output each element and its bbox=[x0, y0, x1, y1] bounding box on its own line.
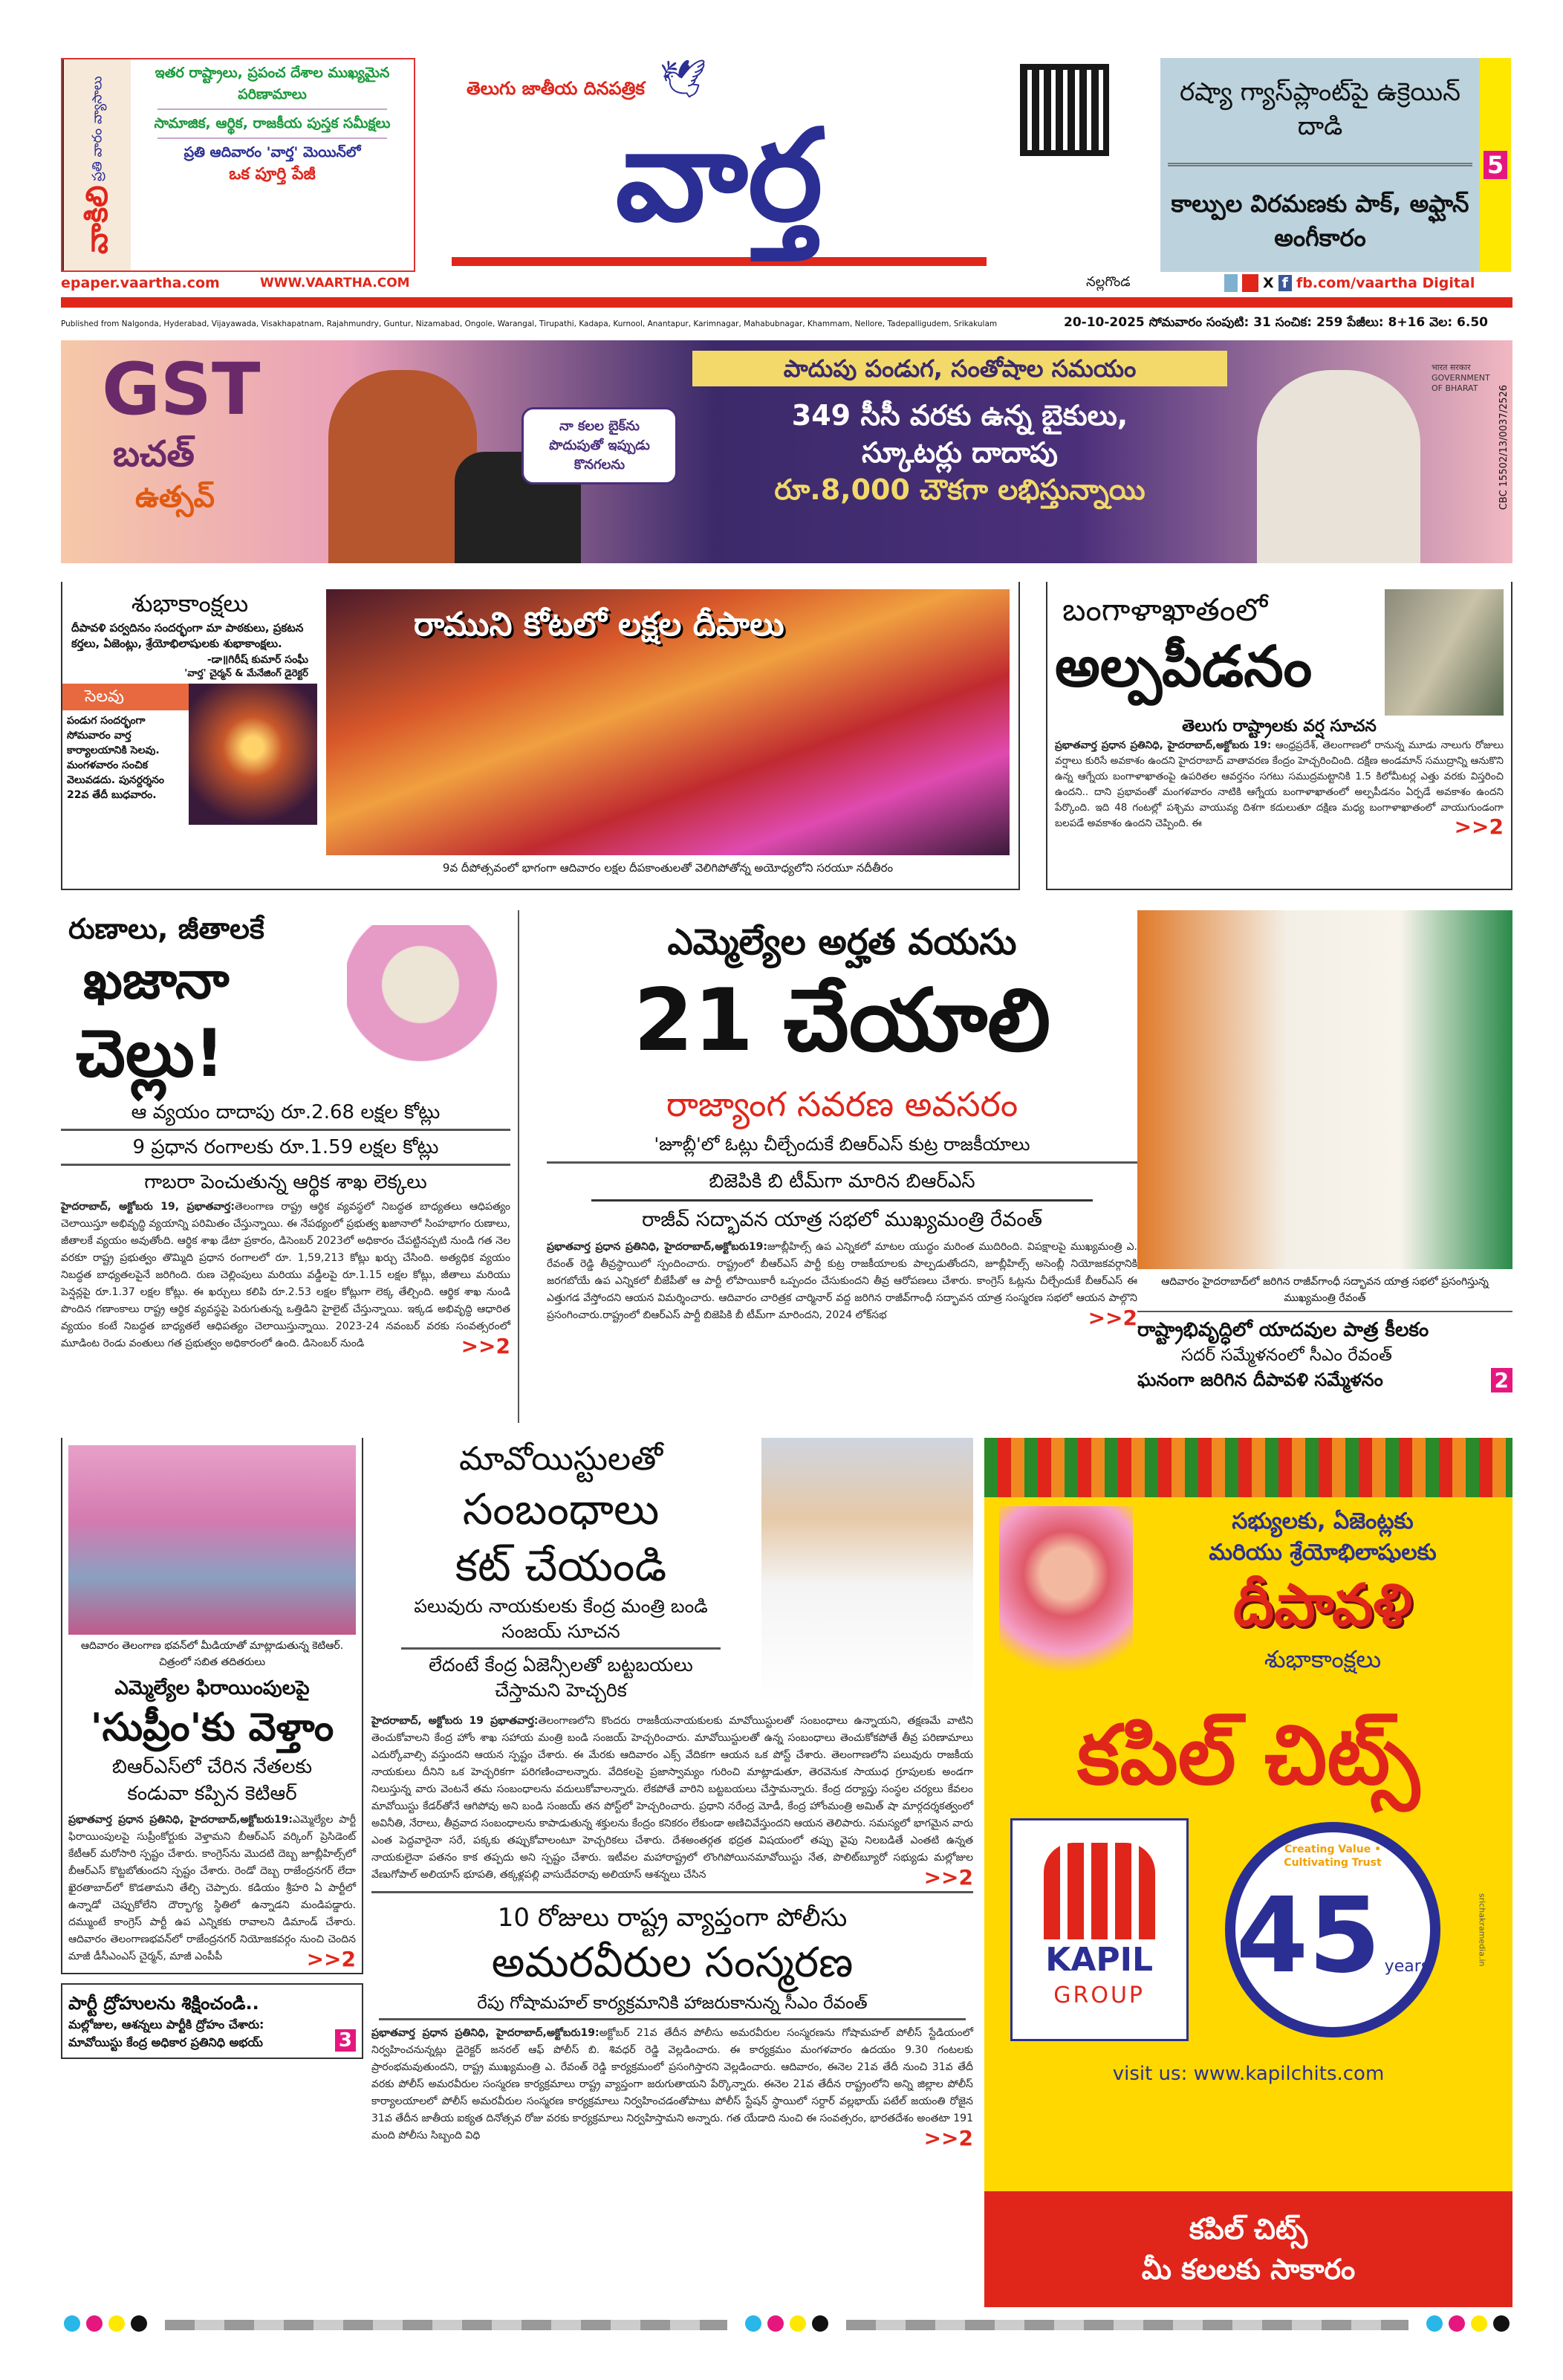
rain-photo bbox=[1385, 589, 1504, 716]
kapil-website-link[interactable]: visit us: www.kapilchits.com bbox=[1112, 2063, 1385, 2085]
dove-icon: 🕊 bbox=[659, 57, 707, 100]
money-bag-graphic bbox=[347, 925, 510, 1074]
continued-page-link[interactable]: >>2 bbox=[923, 1865, 973, 1890]
header bbox=[61, 58, 1512, 272]
issue-info: 20-10-2025 సోమవారం సంపుటి: 31 సంచిక: 259 పేజీలు: 8+16 వెల: 6.50 bbox=[1064, 315, 1488, 330]
lead-headline: 21 చేయాలి bbox=[633, 970, 1051, 1071]
holiday-label: సెలవు bbox=[62, 684, 189, 710]
header-rule bbox=[61, 297, 1512, 308]
promo-line: ప్రతి ఆదివారం 'వార్త' మెయిన్‌లో bbox=[183, 144, 361, 160]
promo-line: ఇతర రాష్ట్రాలు, ప్రపంచ దేశాల ముఖ్యమైన పరిణామాలు bbox=[155, 65, 390, 103]
side-headline: ఘనంగా జరిగిన దీపావళి సమ్మేళనం bbox=[1137, 1369, 1383, 1390]
continued-page-link[interactable]: >>2 bbox=[1088, 1306, 1137, 1330]
masthead-title: వార్త bbox=[615, 103, 823, 250]
speech-bubble: నా కలల బైక్‌ను పొదుపుతో ఇప్పుడు కొనగలను bbox=[521, 407, 677, 484]
photo-caption: ఆదివారం హైదరాబాద్‌లో జరిగిన రాజీవ్‌గాంధీ సద్భావన యాత్ర సభలో ప్రసంగిస్తున్న ముఖ్యమంత్రి రేవంత్ bbox=[1137, 1269, 1512, 1312]
vaakili-promo[interactable] bbox=[61, 58, 415, 272]
greetings-title: శుభాకాంక్షలు bbox=[131, 589, 249, 617]
tagline: తెలుగు జాతీయ దినపత్రిక bbox=[467, 78, 645, 99]
promo-highlight: ఒక పూర్తి పేజీ bbox=[229, 165, 316, 184]
ktr-story: ఆదివారం తెలంగాణ భవన్‌లో మీడియాతో మాట్లాడుతున్న కెటిఆర్. చిత్రంలో సబిత తదితరులు ఎమ్మెల్యేల ఫిరాయింపులపై 'సుప్రీం'కు వెళ్తాం బిఆర్ఎస్‌లో చేరిన నేతలకు కండువా కప్పిన కెటిఆర్ ప్రభాతవార్త ప్రధాన ప్రతినిధి, హైదరాబాద్,అక్టోబరు19:ఎమ్మెల్యేల పార్టీ ఫిరాయింపులపై సుప్రీంకోర్టుకు వెళ్తామని బీఆర్ఎస్ వర్కింగ్ ప్రెసిడెంట్ కేటీఆర్ మరోసారి స్పష్టం చేశారు. కాంగ్రెస్‌ను మొదటి దెబ్బ జూబ్లీహిల్స్‌లో బీఆర్ఎస్ కొట్టబోతుందని స్పష్టం చేశారు. రెండో దెబ్బ రాజేంద్రనగర్ లేదా ఖైరతాబాద్‌లో కొడతామని తేల్చి చెప్పారు. కడియం శ్రీహరి ఏ పార్టీలో ఉన్నాడో చెప్పుకోలేని దౌర్భాగ్య స్థితిలో ఉన్నాడని మండిపడ్డారు. దమ్ముంటే కాంగ్రెస్ పార్టీ ఉప ఎన్నికకు రావాలని డిమాండ్ చేశారు. ఆదివారం తెలంగాణభవన్‌లో రాజేంద్రనగర్ నియోజకవర్గం నుంచి చెందిన మాజీ డీసీఎంఎస్ చైర్మన్, మాజీ ఎంపీపీ >>2 bbox=[61, 1438, 363, 1974]
x-icon[interactable]: X bbox=[1263, 275, 1274, 291]
lead-kicker: ఎమ్మెల్యేల అర్హత వయసు bbox=[667, 921, 1017, 963]
weather-story: బంగాళాఖాతంలో అల్పపీడనం తెలుగు రాష్ట్రాలకు వర్ష సూచన ప్రభాతవార్త ప్రధాన ప్రతినిధి, హైదరాబాద్,అక్టోబరు 19: ఆంధ్రప్రదేశ్, తెలంగాణలో రానున్న మూడు నాలుగు రోజులు వర్షాలు కురిసే అవకాశం ఉందని హైదరాబాద్ వాతావరణ కేంద్రం హెచ్చరించింది. దక్షిణ అండమాన్ సముద్రాన్ని ఆనుకొని ఉన్న ఆగ్నేయ బంగాళాఖాతంపై ఉపరితల ఆవర్తనం సగటు సముద్రమట్టానికి 1.5 కిలోమీటర్ల ఎత్తు వరకు విస్తరించి ఉందని.. దాని ప్రభావంతో మంగళవారం నాటికి ఆగ్నేయ బంగాళాఖాతంలో అల్పపీడనం ఏర్పడే అవకాశం ఉందని పేర్కొంది. ఇది 48 గంటల్లో పశ్చిమ వాయువ్య దిశగా కదులుతూ దక్షిణ మధ్య బంగాళాఖాతంలో వాయుగుండంగా బలపడే అవకాశం ఉందని చెప్పింది. ఈ >>2 bbox=[1046, 582, 1512, 890]
qr-code[interactable] bbox=[1020, 64, 1109, 156]
bandi-sanjay-photo[interactable] bbox=[761, 1438, 973, 1705]
police-headline: అమరవీరుల సంస్మరణ bbox=[491, 1939, 854, 1987]
ayodhya-photo-story bbox=[317, 582, 1020, 890]
people-icon bbox=[1044, 1843, 1155, 1939]
pm-photo bbox=[1257, 370, 1420, 563]
brief-box[interactable]: పార్టీ ద్రోహులను శిక్షించండి.. మల్లోజుల, ఆశన్నలు పార్టీకి ద్రోహం చేశారు: మావోయిస్టు కేంద్ర అధికార ప్రతినిధి అభయ్ 3 bbox=[61, 1983, 363, 2059]
youtube-icon[interactable] bbox=[1242, 274, 1258, 292]
continued-page-link[interactable]: >>2 bbox=[306, 1947, 356, 1971]
police-story: 10 రోజులు రాష్ట్ర వ్యాప్తంగా పోలీసు అమరవీరుల సంస్మరణ రేపు గోషామహల్ కార్యక్రమానికి హాజరుకానున్న సీఎం రేవంత్ ప్రభాతవార్త ప్రధాన ప్రతినిధి, హైదరాబాద్,అక్టోబరు19:అక్టోబర్ 21వ తేదీన పోలీసు అమరవీరుల సంస్మరణను గోషామహల్ పోలీస్ స్టేడియంలో నిర్వహించనున్నట్లు డైరెక్టర్ జనరల్ ఆఫ్ పోలీస్ బి. శివధర్ రెడ్డి వెల్లడించారు. ఈ కార్యక్రమం మంగళవారం ఉదయం 9.30 గంటలకు ప్రారంభమవుతుందని, రాష్ట్ర ముఖ్యమంత్రి ఎ. రేవంత్ రెడ్డి కార్యక్రమంలో ప్రసంగిస్తారని వెల్లడించారు. ఆదివారం, ఈనెల 21వ తేదీ నుంచి 31వ తేదీ వరకు పోలీస్ అమరవీరుల సంస్మరణ కార్యక్రమాలు రాష్ట్ర వ్యాప్తంగా జరుగుతాయని పేర్కొన్నారు. ఈనెల 21వ తేదీన రాష్ట్రంలోని అన్ని జిల్లాల పోలీస్ కార్యాలయాలలో పోలీస్ అమరవీరుల సంస్మరణ కార్యక్రమాలు నిర్వహించడంతోపాటు పోలీస్ స్టేషన్ స్థాయిలో సర్దార్ వల్లభాయ్ పటేల్ జయంతి రోజైన 31వ తేదీన జాతీయ ఐక్యత దినోత్సవ రోజు వరకు కార్యక్రమాలు నిర్వహిస్తామని అన్నారు. గత యేడాది నుంచి ఈ సంవత్సరం, భారతదేశం అంతటా 191 మంది పోలీసు సిబ్బంది విధి >>2 bbox=[371, 1903, 974, 2150]
website-link[interactable]: WWW.VAARTHA.COM bbox=[260, 276, 410, 291]
page-number-badge: 3 bbox=[335, 2029, 356, 2052]
social-links[interactable] bbox=[1224, 274, 1475, 292]
epaper-link[interactable]: epaper.vaartha.com bbox=[61, 275, 220, 291]
teaser-headline: రష్యా గ్యాస్‌ప్లాంట్‌పై ఉక్రెయిన్ దాడి bbox=[1180, 77, 1460, 142]
revanth-photo[interactable] bbox=[1137, 910, 1512, 1269]
continued-page-link[interactable]: >>2 bbox=[1454, 814, 1504, 839]
edition-label: నల్లగొండ bbox=[1086, 273, 1131, 290]
sanjay-headline: కట్ చేయండి bbox=[455, 1540, 667, 1591]
continued-page-link[interactable]: >>2 bbox=[461, 1334, 510, 1358]
app-icon[interactable] bbox=[1224, 274, 1238, 292]
weather-headline: అల్పపీడనం bbox=[1055, 633, 1313, 699]
photo-caption: 9వ దీపోత్సవంలో భాగంగా ఆదివారం లక్షల దీపకాంతులతో వెలిగిపోతోన్న అయోధ్యలోని సరయూ నదీతీరం bbox=[442, 861, 894, 875]
kapil-logo: KAPIL GROUP bbox=[1010, 1818, 1189, 2041]
gov-emblem-text: भारत सरकार GOVERNMENT OF BHARAT bbox=[1432, 363, 1490, 393]
side-headline: రాష్ట్రాభివృద్ధిలో యాదవుల పాత్ర కీలకం bbox=[1137, 1319, 1429, 1341]
finance-story: రుణాలు, జీతాలకే ఖజానా చెల్లు! ఆ వ్యయం దాదాపు రూ.2.68 లక్షల కోట్లు 9 ప్రధాన రంగాలకు రూ.1.59 లక్షల కోట్లు గాబరా పెంచుతున్న ఆర్థిక శాఖ లెక్కలు హైదరాబాద్, అక్టోబరు 19, ప్రభాతవార్త:తెలంగాణ రాష్ట్ర ఆర్థిక వ్యవస్థలో నిబద్ధత బాధ్యతలు ఆధిపత్యం చెలాయిస్తూ అభివృద్ధి వ్యయాన్ని పరిమితం చేస్తున్నాయి. ఈ నేపథ్యంలో ప్రభుత్వ ఖజానాలో సింహభాగం రుణాలు, జీతాలకే వ్యయం అవుతోంది. ఆర్థిక శాఖ డేటా ప్రకారం, డిసెంబర్ 2023లో అధికారం చేపట్టినప్పటి నుండి గత నెల వరకూ రాష్ట్ర ప్రభుత్వం తొమ్మిది ప్రధాన రంగాలలో రూ. 1,59,213 కోట్లు ఖర్చు చేసింది. అత్యధిక వ్యయం నిబద్ధత బాధ్యతలపైనే జరిగింది. రుణ చెల్లింపులు మరియు వడ్డీలపై రూ.1.15 లక్షల కోట్లు, జీతాలు మరియు పెన్షన్లపై రూ.1.37 లక్షల కోట్లు. ఈ ఖర్చులు కలిపి రూ.2.53 లక్షల కోట్లుగా లెక్క తేల్చింది. ఆర్థిక శాఖ నుండి పొందిన గణాంకాలు రాష్ట్ర ఆర్థిక వ్యవస్థపై పెరుగుతున్న ఒత్తిడిని హైలైట్ చేస్తున్నాయి. ఇక్కడ అభివృద్ధి ఆధారిత వ్యయం కంటే నిబద్ధత బాధ్యతలే ఆధిపత్యం చెలాయిస్తున్నాయి. 2023-24 నవంబర్ వరకు సంవత్సరంలో మూడింట రెండు వంతులు గత ప్రభుత్వం అధికారంలో ఉంది. డిసెంబర్ నుండి >>2 bbox=[61, 910, 519, 1423]
promo-line: సామాజిక, ఆర్థిక, రాజకీయ పుస్తక సమీక్షలు bbox=[154, 115, 391, 132]
ayodhya-photo[interactable] bbox=[326, 589, 1010, 855]
published-from: Published from Nalgonda, Hyderabad, Vijayawada, Visakhapatnam, Rajahmundry, Guntur, Nizamabad, Ongole, Warangal, Tirupathi, Kadapa, Kurnool, Anantapur, Karimnagar, Mahabubnagar, Khammam, Nellore, Tadepalligudem, Srikakulam bbox=[61, 320, 998, 328]
lakshmi-image bbox=[999, 1506, 1133, 1699]
color-registration-marks bbox=[61, 2316, 1512, 2334]
anniversary-badge: Creating Value • Cultivating Trust 45 years bbox=[1225, 1822, 1440, 2037]
brief-headline: పార్టీ ద్రోహులను శిక్షించండి.. bbox=[68, 1993, 259, 2014]
facebook-handle[interactable]: fb.com/vaartha Digital bbox=[1296, 275, 1475, 291]
promo-vertical-title: వాకిలి ప్రతి వారం వ్యాసాలు bbox=[62, 59, 131, 270]
kapil-brand: కపిల్ చిట్స్ bbox=[1077, 1708, 1420, 1803]
teaser-box[interactable] bbox=[1160, 58, 1511, 272]
facebook-icon[interactable]: f bbox=[1278, 275, 1292, 291]
gst-title: GST bbox=[102, 348, 261, 431]
lead-story: ఎమ్మెల్యేల అర్హత వయసు 21 చేయాలి రాజ్యాంగ సవరణ అవసరం 'జూబ్లీ'లో ఓట్లు చీల్చేందుకే బిఆర్ఎస్ కుట్ర రాజకీయాలు బిజెపికి బి టీమ్‌గా మారిన బిఆర్ఎస్ రాజీవ్ సద్భావన యాత్ర సభలో ముఖ్యమంత్రి రేవంత్ ప్రభాతవార్త ప్రధాన ప్రతినిధి, హైదరాబాద్,అక్టోబరు19:జూబ్లీహిల్స్ ఉప ఎన్నికలో మాటల యుద్ధం మరింత ముదిరింది. విపక్షాలపై ముఖ్యమంత్రి ఎ. రేవంత్ రెడ్డి తీవ్రస్థాయిలో స్పందించారు. రాష్ట్రంలో బీఆర్ఎస్ పార్టీ కుట్ర రాజకీయాలకు పాల్పడుతోందని, జూబ్లీహిల్స్ అసెంబ్లీ నియోజకవర్గానికి జరగబోయే ఉప ఎన్నికలో బీజేపీతో ఆ పార్టీ లోపాయికారీ ఒప్పందం చేసుకుందని తీవ్ర ఆరోపణలు చేశారు. కాంగ్రెస్ ఓట్లను చీల్చేందుకే బీఆర్ఎస్ ఈ ఎత్తుగడ వేస్తోందని ఆయన విమర్శించారు. ఆదివారం చారిత్రక చార్మినార్ వద్ద జరిగిన రాజీవ్‌గాంధీ సద్భావన యాత్ర సంస్మరణ సభలో ఆయన పాల్గొని ప్రసంగించారు.రాష్ట్రంలో బిఆర్ఎస్ పార్టీ బిజెపికి బీ టీమ్‌గా మారిందని, 2024 లోక్‌సభ >>2 bbox=[547, 910, 1137, 1423]
page-number-badge: 5 bbox=[1484, 151, 1507, 179]
ktr-headline: 'సుప్రీం'కు వెళ్తాం bbox=[90, 1705, 334, 1750]
masthead bbox=[452, 58, 1020, 272]
ad-banner: పాదుపు పండుగ, సంతోషాల సమయం bbox=[692, 351, 1227, 386]
kapil-chits-advertisement[interactable]: సభ్యులకు, ఏజెంట్లకు మరియు శ్రేయోభిలాషులకు దీపావళి శుభాకాంక్షలు కపిల్ చిట్స్ KAPIL GROUP Creating Value • Cultivating Trust 45 years srichakramedia.in visit us: www.kapilchits.com కపిల్ చిట్స్ మీ కలలకు సాకారం bbox=[984, 1438, 1512, 2307]
diya-photo bbox=[189, 684, 317, 825]
ktr-photo[interactable] bbox=[68, 1445, 356, 1635]
page-number-badge: 2 bbox=[1491, 1368, 1512, 1392]
greetings-box: శుభాకాంక్షలు దీపావళి పర్వదినం సందర్భంగా మా పాఠకులు, ప్రకటన కర్తలు, ఏజెంట్లు, శ్రేయోభిలాషులకు శుభాకాంక్షలు. -డా॥గిరీష్ కుమార్ సంఘీ 'వార్త' చైర్మన్ & మేనేజింగ్ డైరెక్టర్ సెలవు పండుగ సందర్భంగా సోమవారం వార్త కార్యాలయానికి సెలవు. మంగళవారం సంచిక వెలువడదు. పునర్దర్శనం 22వ తేదీ బుధవారం. bbox=[61, 582, 317, 890]
continued-page-link[interactable]: >>2 bbox=[923, 2126, 973, 2150]
gst-advertisement[interactable]: GST బచత్ ఉత్సవ్ నా కలల బైక్‌ను పొదుపుతో ఇప్పుడు కొనగలను పాదుపు పండుగ, సంతోషాల సమయం 349 సీసీ వరకు ఉన్న బైకులు, స్కూటర్లు దాదాపు రూ.8,000 చౌకగా లభిస్తున్నాయి भारत सरकार GOVERNMENT OF BHARAT CBC 15502/13/0037/2526 bbox=[61, 340, 1512, 563]
teaser-headline: కాల్పుల విరమణకు పాక్, అఫ్ఘాన్ అంగీకారం bbox=[1171, 189, 1469, 252]
garland-border bbox=[984, 1438, 1512, 1497]
header-links bbox=[61, 272, 1512, 294]
photo-headline: రాముని కోటలో లక్షల దీపాలు bbox=[414, 606, 784, 643]
sanjay-story: మావోయిస్టులతో సంబంధాలు కట్ చేయండి పలువురు నాయకులకు కేంద్ర మంత్రి బండి సంజయ్ సూచన లేదంటే కేంద్ర ఏజెన్సీలతో బట్టబయలు చేస్తామని హెచ్చరిక హైదరాబాద్, అక్టోబరు 19 ప్రభాతవార్త:తెలంగాణలోని కొందరు రాజకీయనాయకులకు మావోయిస్టులతో సంబంధాలు ఉన్నాయని, తక్షణమే వాటిని తెంచుకోవాలని కేంద్ర హోం శాఖ సహాయ మంత్రి బండి సంజయ్ హెచ్చరించారు. మావోయిస్టులతో ఉన్న సంబంధాలు తెంచుకోకపోతే తీవ్ర పరిణామాలు ఎదుర్కోవాల్సి వస్తుందని ఆయన స్పష్టం చేశారు. ఈ మేరకు ఆదివారం ఎక్స్ వేదికగా ఆయన ఒక పోస్ట్ చేశారు. తెలంగాణలోని పలువురు రాజకీయ నాయకులు దీనిని ఒక హెచ్చరికగా పరిగణించాలన్నారు. వేదికలపై ప్రజాస్వామ్యం గురించి మాట్లాడుతూ, తెరవెనుక సాయుధ గ్రూపులకు అండగా నిలుస్తున్న వారు వెంటనే తమ సంబంధాలను వదులుకోవాలన్నారు. లేకపోతే వారిని బట్టబయలు చేస్తామన్నారు. కేంద్ర దర్యాప్తు సంస్థల చర్యలు కేవలం మావోయిస్టు కేడర్‌తోనే ఆగిపోవు అని బండి సంజయ్ తన పోస్ట్‌లో హెచ్చరించారు. ప్రధాని నరేంద్ర మోడీ, కేంద్ర హోంమంత్రి అమిత్ షా మార్గదర్శకత్వంలో అవినీతి, నేరాలు, తీవ్రవాద సంబంధాలను కాపాడుతున్న శక్తులను కేంద్రం కనికరం లేకుండా అణిచివేస్తుందని ఆయన తెలిపారు. సమస్యలో భాగమైన వారు ఎంత పెద్దవారైనా సరే, పక్కకు తప్పుకోవాలంటూ హెచ్చరికలు చేశారు. దేశఅంతర్గత భద్రత విషయంలో తప్పు వైపు నిలబడితే ఎంతటి ఉన్నత నాయకులైనా పతనం కాక తప్పదు అని స్పష్టం చేశారు. ఇటీవల మహారాష్ట్రలో లొంగిపోయినమావోయిస్టు నేత, పొలిట్‌బ్యూరో సభ్యుడు మల్లోజుల వేణుగోపాల్ అలియాస్ భూపతి, తక్కళ్లపల్లి వాసుదేవరావు అలియాస్ ఆశన్నలు చేసిన >>2 bbox=[371, 1438, 973, 1893]
